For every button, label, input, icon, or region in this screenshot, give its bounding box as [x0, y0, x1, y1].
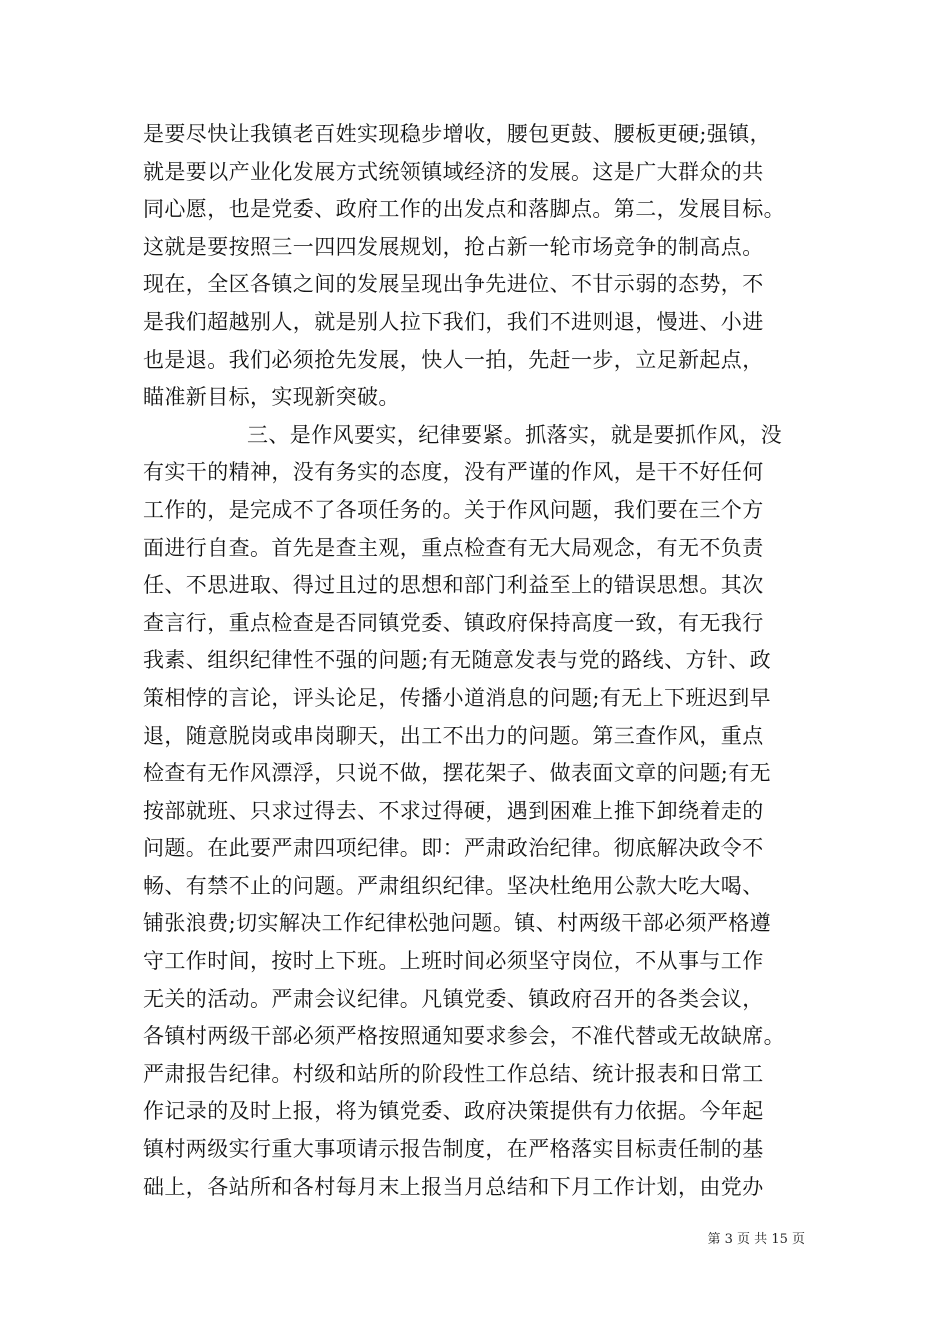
text-line: 就是要以产业化发展方式统领镇域经济的发展。这是广大群众的共 — [143, 159, 764, 184]
text-line: 严肃报告纪律。村级和站所的阶段性工作总结、统计报表和日常工 — [143, 1061, 764, 1086]
text-line: 策相悖的言论，评头论足，传播小道消息的问题;有无上下班迟到早 — [143, 685, 772, 710]
text-line: 无关的活动。严肃会议纪律。凡镇党委、镇政府召开的各类会议， — [143, 986, 764, 1011]
text-line: 工作的，是完成不了各项任务的。关于作风问题，我们要在三个方 — [143, 497, 764, 522]
text-line: 这就是要按照三一四四发展规划，抢占新一轮市场竞争的制高点。 — [143, 234, 764, 259]
text-line: 同心愿，也是党委、政府工作的出发点和落脚点。第二，发展目标。 — [143, 197, 785, 222]
text-line: 也是退。我们必须抢先发展，快人一拍，先赶一步，立足新起点， — [143, 347, 764, 372]
body-text — [143, 116, 823, 1206]
text-line: 镇村两级实行重大事项请示报告制度，在严格落实目标责任制的基 — [143, 1137, 764, 1162]
text-line: 检查有无作风漂浮，只说不做，摆花架子、做表面文章的问题;有无 — [143, 761, 772, 786]
text-line: 畅、有禁不止的问题。严肃组织纪律。坚决杜绝用公款大吃大喝、 — [143, 873, 764, 898]
text-line: 各镇村两级干部必须严格按照通知要求参会，不准代替或无故缺席。 — [143, 1024, 785, 1049]
text-line: 查言行，重点检查是否同镇党委、镇政府保持高度一致，有无我行 — [143, 610, 764, 635]
text-line: 是要尽快让我镇老百姓实现稳步增收，腰包更鼓、腰板更硬;强镇， — [143, 122, 772, 146]
section-heading-line: 三、是作风要实，纪律要紧。抓落实，就是要抓作风，没 — [247, 422, 782, 447]
text-line: 铺张浪费;切实解决工作纪律松弛问题。镇、村两级干部必须严格遵 — [143, 911, 772, 936]
text-line: 退，随意脱岗或串岗聊天，出工不出力的问题。第三查作风，重点 — [143, 723, 764, 748]
page-number-footer: 第 3 页 共 15 页 — [707, 1232, 805, 1247]
text-line: 问题。在此要严肃四项纪律。即：严肃政治纪律。彻底解决政令不 — [143, 836, 764, 861]
text-line: 础上，各站所和各村每月末上报当月总结和下月工作计划，由党办 — [143, 1174, 764, 1199]
text-line: 面进行自查。首先是查主观，重点检查有无大局观念，有无不负责 — [143, 535, 764, 560]
text-line: 守工作时间，按时上下班。上班时间必须坚守岗位，不从事与工作 — [143, 949, 764, 974]
text-line: 按部就班、只求过得去、不求过得硬，遇到困难上推下卸绕着走的 — [143, 798, 764, 823]
text-line: 作记录的及时上报，将为镇党委、政府决策提供有力依据。今年起 — [143, 1099, 764, 1124]
text-line: 有实干的精神，没有务实的态度，没有严谨的作风，是干不好任何 — [143, 460, 764, 485]
text-line: 任、不思进取、得过且过的思想和部门利益至上的错误思想。其次 — [143, 573, 764, 598]
text-line: 现在，全区各镇之间的发展呈现出争先进位、不甘示弱的态势，不 — [143, 272, 764, 297]
text-line: 瞄准新目标，实现新突破。 — [143, 385, 400, 410]
text-line: 是我们超越别人，就是别人拉下我们，我们不进则退，慢进、小进 — [143, 309, 764, 334]
text-line: 我素、组织纪律性不强的问题;有无随意发表与党的路线、方针、政 — [143, 648, 772, 673]
